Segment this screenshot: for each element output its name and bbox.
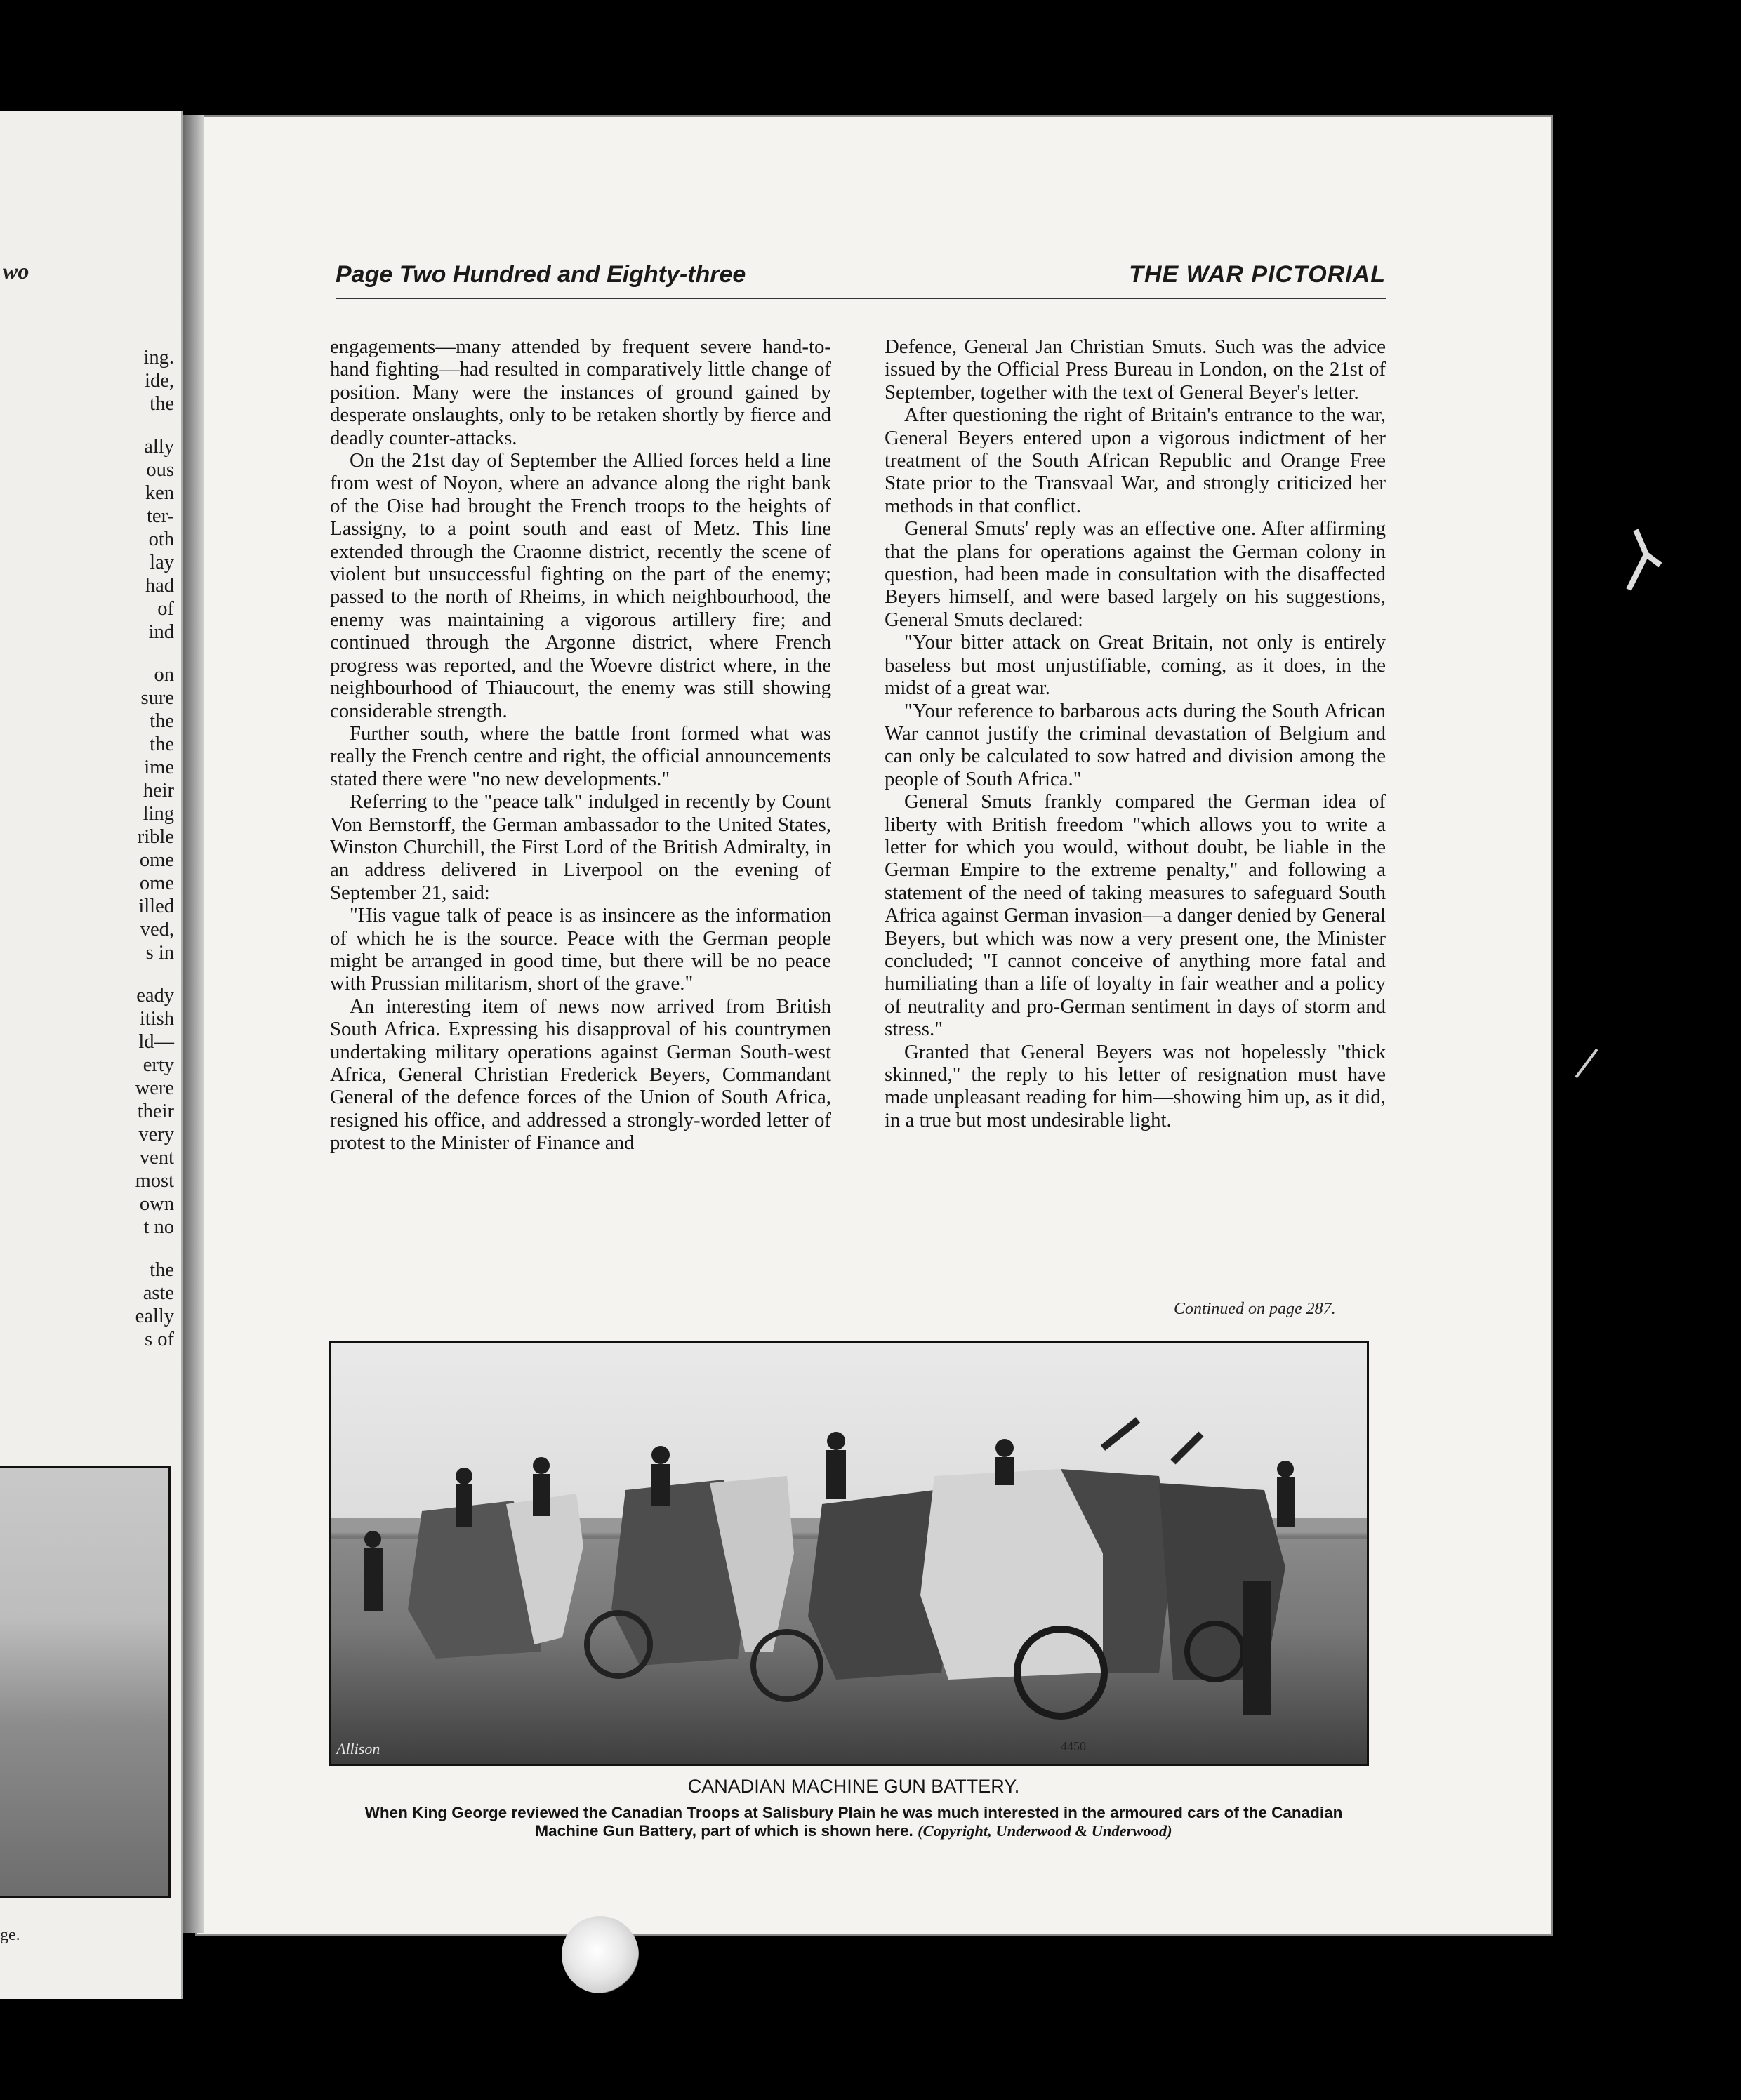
left-page-line: ally [144, 436, 174, 458]
article-paragraph: General Smuts frankly compared the German idea of liberty with British freedom "which allows you to write a letter for which you would, without doubt, be liable in the German Empire to the extreme penalty," and following a statement of the need of taking measures to safeguard South Africa against German invasion—a danger denied by General Beyers, but which was now a very present one, the Minister concluded; "I cannot conceive of anything more fatal and humiliating than a life of loyalty in fair weather and a policy of neutrality and pro-German sentiment in days of storm and stress." [885, 790, 1386, 1041]
left-page-line: illed [138, 896, 174, 917]
left-page-line: were [135, 1077, 174, 1099]
left-page-photo-fragment [0, 1466, 171, 1898]
left-page-line: ind [148, 621, 174, 643]
left-page-line: ved, [140, 919, 174, 941]
left-page-line: ing. [143, 347, 174, 368]
left-page-line: own [139, 1193, 174, 1215]
left-page-caption-fragment: ge. [0, 1926, 20, 1944]
photo-plate-number: 4450 [1061, 1739, 1086, 1753]
caption-title: CANADIAN MACHINE GUN BATTERY. [687, 1776, 1020, 1797]
article-paragraph: After questioning the right of Britain's entrance to the war, General Beyers entered upon a vigorous indictment of her treatment of the South African Republic and Orange Free State prior to the Transvaal War, and strongly criticized her methods in that conflict. [885, 404, 1386, 517]
article-paragraph: "Your reference to barbarous acts during the South African War cannot justify the criminal devastation of Belgium and can only be calculated to sow hatred and division among the people of South Africa." [885, 699, 1386, 790]
caption-body [336, 1804, 1372, 1840]
left-page-line: ide, [145, 370, 174, 392]
left-page-line: s in [145, 942, 174, 964]
left-page-line: had [145, 575, 174, 597]
left-page-line: aste [143, 1282, 174, 1304]
article-paragraph: Referring to the "peace talk" indulged in recently by Count Von Bernstorff, the German ambassador to the United States, Winston Churchill, the First Lord of the British Admiralty, in an address delivered in Liverpool on the evening of September 21, said: [330, 790, 831, 904]
left-page-line: lay [150, 552, 174, 573]
header-rule [336, 298, 1386, 299]
left-page-line: ken [145, 482, 174, 504]
left-page-line: the [150, 710, 174, 732]
left-page-line: ling [143, 803, 174, 825]
left-page-line: oth [148, 529, 174, 550]
left-page-line: s of [145, 1329, 174, 1350]
left-page-line: vent [139, 1147, 174, 1169]
continued-note: Continued on page 287. [1174, 1300, 1336, 1318]
article-paragraph: "Your bitter attack on Great Britain, not only is entirely baseless but most unjustifiable, coming, as it does, in the midst of a great war. [885, 631, 1386, 700]
left-page-line: the [150, 1259, 174, 1281]
article-paragraph: "His vague talk of peace is as insincere as the information of which he is the source. Peace with the German people might be arranged in good time, but there will be no peace with Prussian militarism, short of the grave." [330, 904, 831, 995]
left-page-line: ome [139, 872, 174, 894]
caption-credit: (Copyright, Underwood & Underwood) [918, 1822, 1172, 1840]
left-page-line: erty [143, 1054, 174, 1076]
left-page-fragment [0, 111, 183, 1999]
left-page-line: rible [137, 826, 174, 848]
scan-artifact-blob [562, 1916, 639, 1993]
page-gutter [183, 115, 204, 1933]
article-paragraph: Granted that General Beyers was not hopelessly "thick skinned," the reply to his letter of resignation must have made unpleasant reading for him—showing him up, as it did, in a true but most undesirable light. [885, 1040, 1386, 1131]
left-page-line: most [135, 1170, 174, 1192]
left-page-line: sure [140, 687, 174, 709]
article-paragraph: General Smuts' reply was an effective one. After affirming that the plans for operations against the German colony in question, had been made in consultation with the disaffected Beyers himself, and were based largely on his suggestions, General Smuts declared: [885, 517, 1386, 631]
caption-text: When King George reviewed the Canadian Troops at Salisbury Plain he was much interested in the armoured cars of the Canadian Machine Gun Battery, part of which is shown here. [364, 1804, 1343, 1840]
photo-signature: Allison [336, 1740, 380, 1757]
photo-illustration [331, 1343, 1367, 1764]
left-page-line: t no [143, 1216, 174, 1238]
page-number-label: Page Two Hundred and Eighty-three [336, 261, 746, 288]
left-page-line: ous [146, 459, 174, 481]
scan-artifact-mark [1615, 526, 1664, 604]
left-page-line: eady [136, 985, 174, 1006]
article-column-left [330, 335, 831, 1155]
scan-artifact-stroke [1573, 1046, 1601, 1081]
left-page-line: the [150, 733, 174, 755]
left-page-line: their [137, 1101, 174, 1122]
photograph-armoured-cars [329, 1341, 1369, 1766]
left-page-line: ome [139, 849, 174, 871]
left-page-line: itish [139, 1008, 174, 1030]
article-paragraph: An interesting item of news now arrived from British South Africa. Expressing his disapproval of his countrymen undertaking military operations against German South-west Africa, General Christian Frederick Beyers, Commandant General of the defence forces of the Union of South Africa, resigned his office, and addressed a strongly-worded letter of protest to the Minister of Finance and [330, 995, 831, 1155]
left-page-line: heir [143, 780, 174, 802]
article-paragraph: engagements—many attended by frequent severe hand-to-hand fighting—had resulted in comparatively little change of position. Many were the instances of ground gained by desperate onslaughts, only to be retaken shortly by fierce and deadly counter-attacks. [330, 335, 831, 449]
article-paragraph: On the 21st day of September the Allied forces held a line from west of Noyon, where an advance along the right bank of the Oise had brought the French troops to the heights of Lassigny, to a point south and east of Metz. This line extended through the Craonne district, recently the scene of violent but unsuccessful fighting on the part of the enemy; passed to the north of Rheims, in which neighbourhood, the enemy was maintaining a vigorous artillery fire; and continued through the Argonne district, where French progress was reported, and the Woevre district where, in the neighbourhood of Thiaucourt, the enemy was still showing considerable strength. [330, 449, 831, 722]
left-page-line: ld— [138, 1031, 174, 1053]
left-page-line: of [157, 598, 174, 620]
left-page-line: on [154, 664, 174, 686]
left-page-header-fragment: wo [3, 258, 29, 284]
left-page-line: ime [144, 757, 174, 778]
left-page-line: ter- [147, 505, 174, 527]
article-paragraph: Further south, where the battle front formed what was really the French centre and right, the official announcements stated there were "no new developments." [330, 722, 831, 790]
left-page-line: very [138, 1124, 174, 1145]
left-page-line: eally [135, 1305, 174, 1327]
article-paragraph: Defence, General Jan Christian Smuts. Such was the advice issued by the Official Press Bureau in London, on the 21st of September, together with the text of General Beyer's letter. [885, 335, 1386, 404]
article-column-right [885, 335, 1386, 1131]
running-header [336, 261, 1386, 303]
left-page-line: the [150, 393, 174, 415]
publication-title: THE WAR PICTORIAL [1129, 261, 1386, 288]
